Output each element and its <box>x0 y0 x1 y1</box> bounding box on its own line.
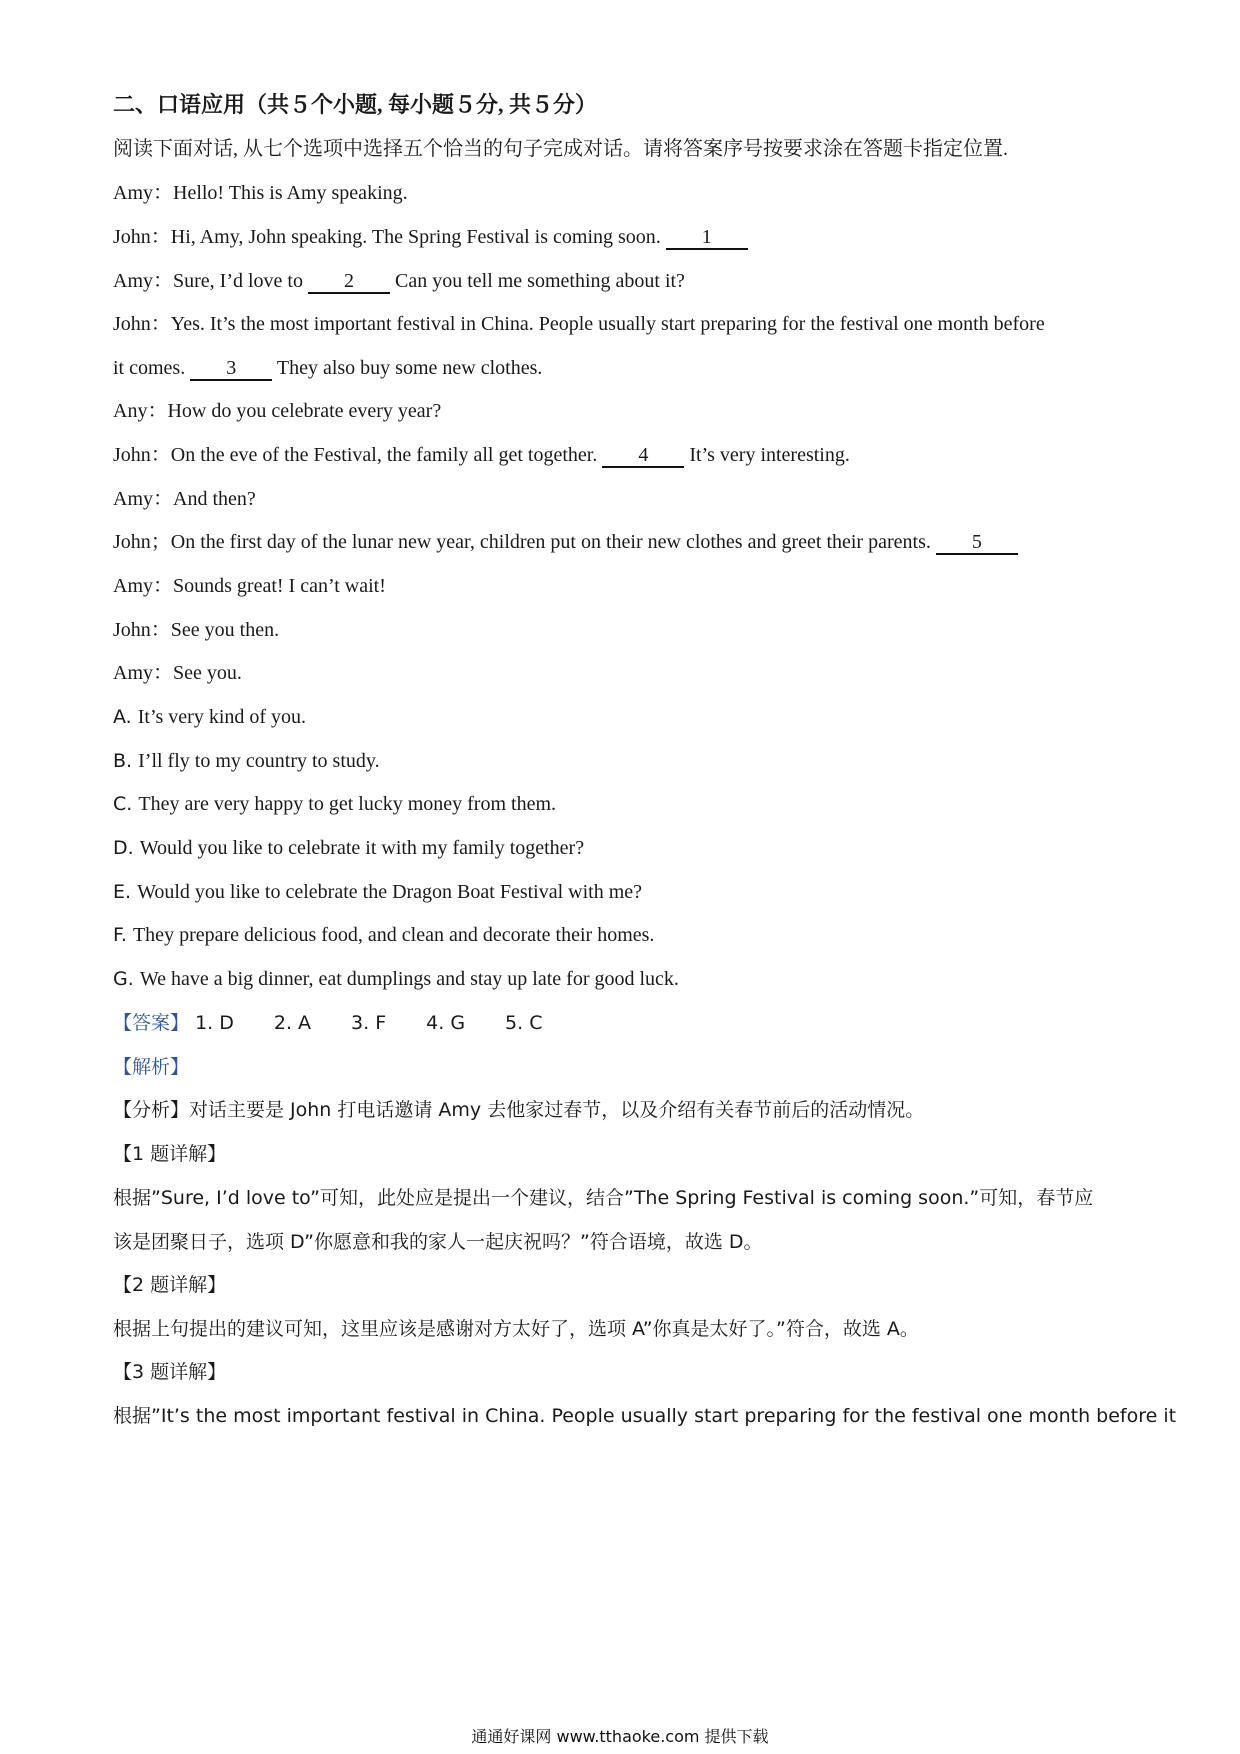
option-text: They are very happy to get lucky money from them. <box>138 793 557 815</box>
dialogue-text: Sure, I’d love to <box>173 270 308 292</box>
answer-blank: 5 <box>936 531 1018 555</box>
answer-blank: 2 <box>308 270 390 294</box>
option-letter: E. <box>113 881 138 903</box>
speaker-name: Amy： <box>113 182 173 204</box>
answer-label: 【答案】 <box>113 1012 190 1034</box>
dialogue-line <box>113 529 1140 555</box>
speaker-name: John： <box>113 619 171 641</box>
option-text: Would you like to celebrate it with my family together? <box>139 837 585 859</box>
q3-label: 【3 题详解】 <box>113 1361 227 1383</box>
option-item <box>113 922 1140 948</box>
option-letter: B. <box>113 750 139 772</box>
option-text: I’ll fly to my country to study. <box>138 750 380 772</box>
dialogue-line <box>113 442 1140 468</box>
answer-item: 1. D <box>195 1012 234 1034</box>
analysis-summary: 【分析】对话主要是 John 打电话邀请 Amy 去他家过春节，以及介绍有关春节前后的活动情况。 <box>113 1099 925 1121</box>
q3-detail-line1: 根据”It’s the most important festival in China. People usually start preparing for the festival one month before it <box>113 1405 1177 1427</box>
option-letter: D. <box>113 837 140 859</box>
dialogue-line <box>113 224 1140 250</box>
dialogue-text: How do you celebrate every year? <box>167 400 442 422</box>
q1-detail-line2: 该是团聚日子，选项 D”你愿意和我的家人一起庆祝吗？”符合语境，故选 D。 <box>113 1231 763 1253</box>
q2-detail-line1: 根据上句提出的建议可知，这里应该是感谢对方太好了，选项 A”你真是太好了。”符合，故选 A。 <box>113 1318 919 1340</box>
speaker-name: John： <box>113 226 171 248</box>
speaker-name: John： <box>113 444 171 466</box>
dialogue-text: Hi, Amy, John speaking. The Spring Festival is coming soon. <box>170 226 666 248</box>
answer-blank: 3 <box>190 357 272 381</box>
dialogue-text: On the first day of the lunar new year, children put on their new clothes and greet their parents. <box>170 531 936 553</box>
answer-blank: 1 <box>666 226 748 250</box>
dialogue-text: Can you tell me something about it? <box>389 270 685 292</box>
dialogue-text: Hello! This is Amy speaking. <box>173 182 408 204</box>
dialogue-line <box>113 398 1140 424</box>
dialogue-line <box>113 573 1140 599</box>
option-item <box>113 879 1140 905</box>
footer: 通通好课网 www.tthaoke.com 提供下载 <box>471 1727 769 1746</box>
instruction-text: 阅读下面对话, 从七个选项中选择五个恰当的句子完成对话。请将答案序号按要求涂在答题卡指定位置. <box>113 138 1008 160</box>
option-item <box>113 835 1140 861</box>
option-text: We have a big dinner, eat dumplings and stay up late for good luck. <box>139 968 679 990</box>
section-title: 二、口语应用（共５个小题, 每小题５分, 共５分） <box>113 92 598 117</box>
option-item <box>113 966 1140 992</box>
analysis-label: 【解析】 <box>113 1056 190 1078</box>
answer-item: 4. G <box>426 1012 466 1034</box>
q2-label: 【2 题详解】 <box>113 1274 227 1296</box>
answer-row <box>113 1010 1140 1036</box>
dialogue-line <box>113 486 1140 512</box>
dialogue-text: See you then. <box>170 619 280 641</box>
speaker-name: Amy： <box>113 662 173 684</box>
q1-detail-line1: 根据”Sure, I’d love to”可知，此处应是提出一个建议，结合”The Spring Festival is coming soon.”可知，春节应 <box>113 1187 1094 1209</box>
dialogue-text: And then? <box>173 488 256 510</box>
q1-label: 【1 题详解】 <box>113 1143 227 1165</box>
dialogue-line <box>113 268 1140 294</box>
dialogue-text: On the eve of the Festival, the family all get together. <box>170 444 603 466</box>
dialogue-text: Sounds great! I can’t wait! <box>173 575 386 597</box>
dialogue-line <box>113 617 1140 643</box>
option-text: It’s very kind of you. <box>137 706 307 728</box>
speaker-name: John； <box>113 531 171 553</box>
answer-item: 3. F <box>351 1012 387 1034</box>
speaker-name: Amy： <box>113 488 173 510</box>
answer-blank: 4 <box>602 444 684 468</box>
dialogue-line <box>113 311 1140 337</box>
speaker-name: Amy： <box>113 575 173 597</box>
option-text: Would you like to celebrate the Dragon Boat Festival with me? <box>137 881 643 903</box>
speaker-name: Any： <box>113 400 168 422</box>
dialogue-text: See you. <box>173 662 242 684</box>
dialogue-line <box>113 180 1140 206</box>
option-letter: G. <box>113 968 140 990</box>
dialogue-line <box>113 355 1140 381</box>
dialogue-text: They also buy some new clothes. <box>272 357 543 379</box>
option-letter: C. <box>113 793 139 815</box>
dialogue-text: It’s very interesting. <box>684 444 850 466</box>
answers <box>195 1012 582 1034</box>
dialogue-text: it comes. <box>113 357 191 379</box>
dialogue-text: Yes. It’s the most important festival in China. People usually start preparing for the festival one month before <box>170 313 1045 335</box>
option-item <box>113 704 1140 730</box>
dialogue-line <box>113 660 1140 686</box>
option-item <box>113 791 1140 817</box>
speaker-name: Amy： <box>113 270 173 292</box>
option-text: They prepare delicious food, and clean and decorate their homes. <box>132 924 655 946</box>
speaker-name: John： <box>113 313 171 335</box>
answer-item: 5. C <box>505 1012 543 1034</box>
option-letter: F. <box>113 924 133 946</box>
option-item <box>113 748 1140 774</box>
answer-item: 2. A <box>273 1012 312 1034</box>
option-letter: A. <box>113 706 138 728</box>
